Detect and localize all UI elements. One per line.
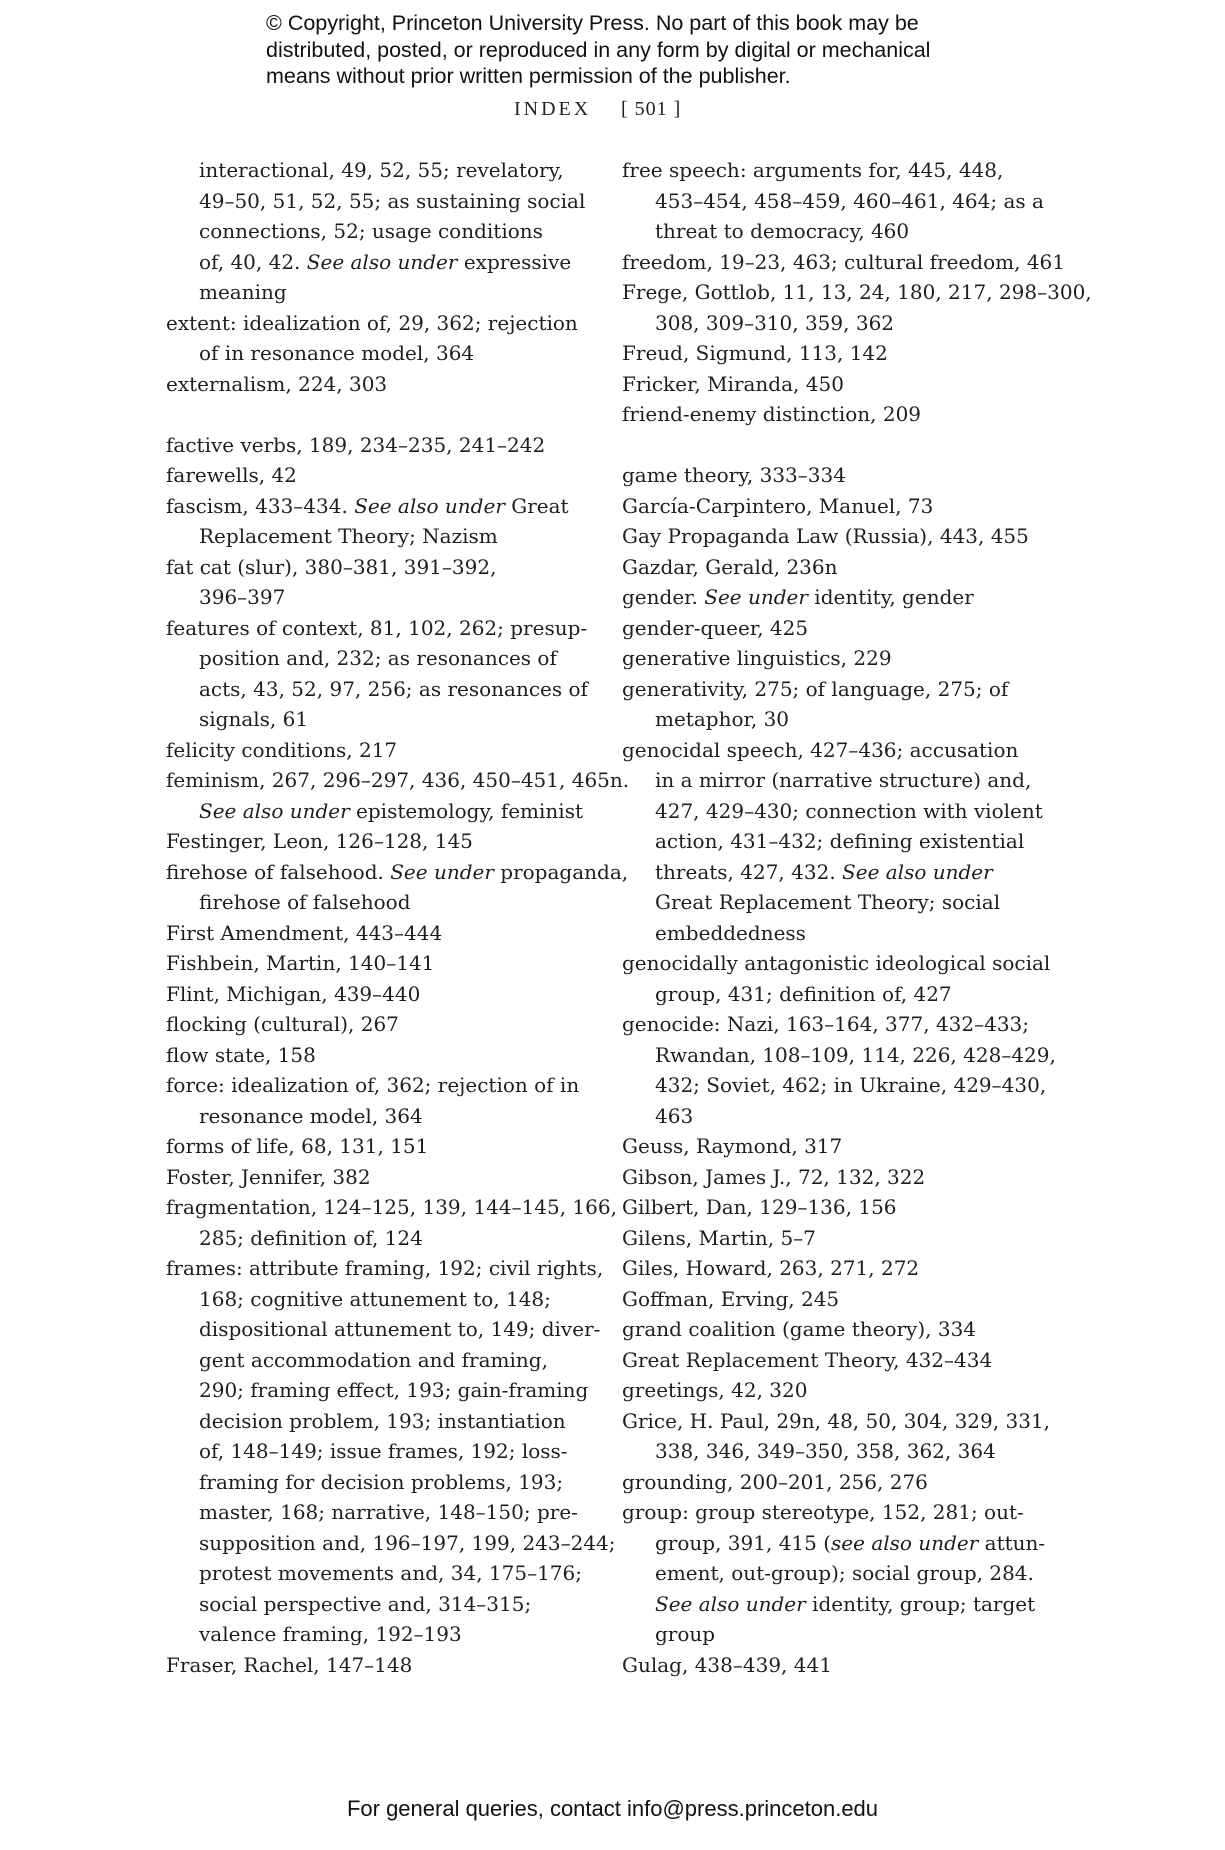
index-line: group, 431; definition of, 427 <box>655 981 952 1006</box>
index-line: metaphor, 30 <box>655 707 790 731</box>
index-line: 427, 429–430; connection with violent <box>655 798 1043 823</box>
index-entry: Gibson, James J., 72, 132, 322 <box>622 1164 926 1189</box>
index-line: of in resonance model, 364 <box>199 341 475 365</box>
index-line: master, 168; narrative, 148–150; pre- <box>199 1500 578 1524</box>
index-entry: Fraser, Rachel, 147–148 <box>166 1652 413 1677</box>
index-line: social perspective and, 314–315; <box>199 1591 532 1616</box>
index-entry: game theory, 333–334 <box>622 463 846 487</box>
index-line: 338, 346, 349–350, 358, 362, 364 <box>655 1439 996 1463</box>
index-line: of, 148–149; issue frames, 192; loss- <box>199 1439 568 1463</box>
index-entry: Gilens, Martin, 5–7 <box>622 1225 816 1250</box>
index-entry: Fricker, Miranda, 450 <box>622 371 844 396</box>
index-line: Replacement Theory; Nazism <box>199 524 498 548</box>
index-column-right <box>622 155 1092 1680</box>
letter-gap <box>166 399 596 430</box>
index-entry: flow state, 158 <box>166 1042 316 1067</box>
index-line: firehose of falsehood <box>199 890 411 914</box>
section-title: INDEX <box>514 98 592 120</box>
index-line: Great Replacement Theory; social <box>655 890 1001 914</box>
index-line: supposition and, 196–197, 199, 243–244; <box>199 1530 616 1555</box>
letter-gap <box>622 430 1052 461</box>
index-entry: extent: idealization of, 29, 362; rejection <box>166 310 578 335</box>
index-line: 396–397 <box>199 585 286 609</box>
copyright-notice <box>266 10 1026 90</box>
index-entry: Gay Propaganda Law (Russia), 443, 455 <box>622 524 1029 548</box>
index-entry: grounding, 200–201, 256, 276 <box>622 1469 928 1494</box>
index-line: See also under identity, group; target <box>655 1591 1036 1616</box>
index-line: ement, out-group); social group, 284. <box>655 1561 1034 1585</box>
index-line: 308, 309–310, 359, 362 <box>655 310 895 335</box>
index-entry: Frege, Gottlob, 11, 13, 24, 180, 217, 298–300, <box>622 280 1092 304</box>
index-line: 463 <box>655 1103 694 1128</box>
index-line: 290; framing effect, 193; gain-framing <box>199 1378 589 1402</box>
index-line: 49–50, 51, 52, 55; as sustaining social <box>199 188 586 213</box>
index-entry: forms of life, 68, 131, 151 <box>166 1134 429 1158</box>
index-entry: Geuss, Raymond, 317 <box>622 1134 843 1158</box>
index-line: action, 431–432; defining existential <box>655 829 1025 853</box>
index-line: 285; definition of, 124 <box>199 1225 423 1250</box>
index-entry: gender-queer, 425 <box>622 615 809 640</box>
index-entry: flocking (cultural), 267 <box>166 1012 399 1036</box>
index-line: Rwandan, 108–109, 114, 226, 428–429, <box>655 1042 1056 1067</box>
index-entry: genocidal speech, 427–436; accusation <box>622 737 1019 762</box>
index-line: in a mirror (narrative structure) and, <box>655 768 1032 792</box>
index-entry: Great Replacement Theory, 432–434 <box>622 1347 993 1372</box>
page-number: [ 501 ] <box>621 98 682 120</box>
index-line: gent accommodation and framing, <box>199 1347 548 1372</box>
index-entry: force: idealization of, 362; rejection of in <box>166 1073 580 1097</box>
index-line: group, 391, 415 (see also under attun- <box>655 1530 1046 1555</box>
index-line: interactional, 49, 52, 55; revelatory, <box>199 158 564 182</box>
index-entry: Fishbein, Martin, 140–141 <box>166 951 435 975</box>
index-line: 168; cognitive attunement to, 148; <box>199 1286 551 1311</box>
index-entry: fat cat (slur), 380–381, 391–392, <box>166 554 497 579</box>
index-entry: Gazdar, Gerald, 236n <box>622 554 838 579</box>
index-entry: fascism, 433–434. See also under Great <box>166 493 569 518</box>
index-line: 453–454, 458–459, 460–461, 464; as a <box>655 188 1044 213</box>
index-column-left <box>166 155 630 1680</box>
index-line: acts, 43, 52, 97, 256; as resonances of <box>199 676 588 701</box>
index-line: framing for decision problems, 193; <box>199 1469 564 1494</box>
index-entry: externalism, 224, 303 <box>166 371 388 396</box>
index-entry: gender. See under identity, gender <box>622 585 974 609</box>
index-entry: group: group stereotype, 152, 281; out- <box>622 1500 1024 1524</box>
footer-contact: For general queries, contact info@press.princeton.edu <box>346 1796 879 1821</box>
index-line: resonance model, 364 <box>199 1103 423 1128</box>
index-line: threat to democracy, 460 <box>655 219 910 243</box>
index-entry: firehose of falsehood. See under propaganda, <box>166 859 629 884</box>
index-entry: Flint, Michigan, 439–440 <box>166 981 421 1006</box>
index-line: See also under epistemology, feminist <box>199 798 583 823</box>
index-line: of, 40, 42. See also under expressive <box>199 249 572 274</box>
index-entry: generative linguistics, 229 <box>622 646 892 670</box>
index-entry: First Amendment, 443–444 <box>166 920 443 945</box>
index-entry: feminism, 267, 296–297, 436, 450–451, 465n. <box>166 768 630 792</box>
index-entry: freedom, 19–23, 463; cultural freedom, 461 <box>622 249 1066 274</box>
index-entry: features of context, 81, 102, 262; presup- <box>166 615 588 640</box>
index-entry: García-Carpintero, Manuel, 73 <box>622 493 934 518</box>
index-entry: factive verbs, 189, 234–235, 241–242 <box>166 432 546 457</box>
index-entry: frames: attribute framing, 192; civil rights, <box>166 1256 604 1280</box>
index-line: position and, 232; as resonances of <box>199 646 557 670</box>
index-line: dispositional attunement to, 149; diver- <box>199 1317 601 1341</box>
index-entry: Giles, Howard, 263, 271, 272 <box>622 1256 920 1280</box>
index-line: protest movements and, 34, 175–176; <box>199 1561 582 1585</box>
index-line: 432; Soviet, 462; in Ukraine, 429–430, <box>655 1073 1047 1097</box>
index-line: group <box>655 1622 716 1646</box>
index-entry: Grice, H. Paul, 29n, 48, 50, 304, 329, 331, <box>622 1408 1050 1433</box>
index-entry: felicity conditions, 217 <box>166 737 398 762</box>
index-entry: generativity, 275; of language, 275; of <box>622 676 1009 701</box>
index-line: decision problem, 193; instantiation <box>199 1408 566 1433</box>
copyright-line: © Copyright, Princeton University Press. No part of this book may be <box>266 11 919 35</box>
index-entry: Festinger, Leon, 126–128, 145 <box>166 829 473 853</box>
index-line: meaning <box>199 280 287 304</box>
index-entry: grand coalition (game theory), 334 <box>622 1317 977 1341</box>
index-line: signals, 61 <box>199 707 309 731</box>
index-entry: fragmentation, 124–125, 139, 144–145, 166, <box>166 1195 617 1219</box>
index-entry: Freud, Sigmund, 113, 142 <box>622 341 888 365</box>
index-line: valence framing, 192–193 <box>199 1622 462 1646</box>
copyright-line: means without prior written permission of the publisher. <box>266 64 791 88</box>
index-entry: Gilbert, Dan, 129–136, 156 <box>622 1195 897 1219</box>
index-line: threats, 427, 432. See also under <box>655 859 993 884</box>
index-entry: friend-enemy distinction, 209 <box>622 402 922 426</box>
index-entry: Foster, Jennifer, 382 <box>166 1164 371 1189</box>
index-entry: genocidally antagonistic ideological social <box>622 951 1051 975</box>
index-entry: Goffman, Erving, 245 <box>622 1286 840 1311</box>
copyright-line: distributed, posted, or reproduced in any form by digital or mechanical <box>266 37 931 62</box>
index-entry: genocide: Nazi, 163–164, 377, 432–433; <box>622 1012 1030 1036</box>
index-line: embeddedness <box>655 920 806 945</box>
index-entry: greetings, 42, 320 <box>622 1378 808 1402</box>
index-entry: Gulag, 438–439, 441 <box>622 1652 832 1677</box>
index-line: connections, 52; usage conditions <box>199 219 543 243</box>
index-entry: farewells, 42 <box>166 463 297 487</box>
index-entry: free speech: arguments for, 445, 448, <box>622 158 1004 182</box>
